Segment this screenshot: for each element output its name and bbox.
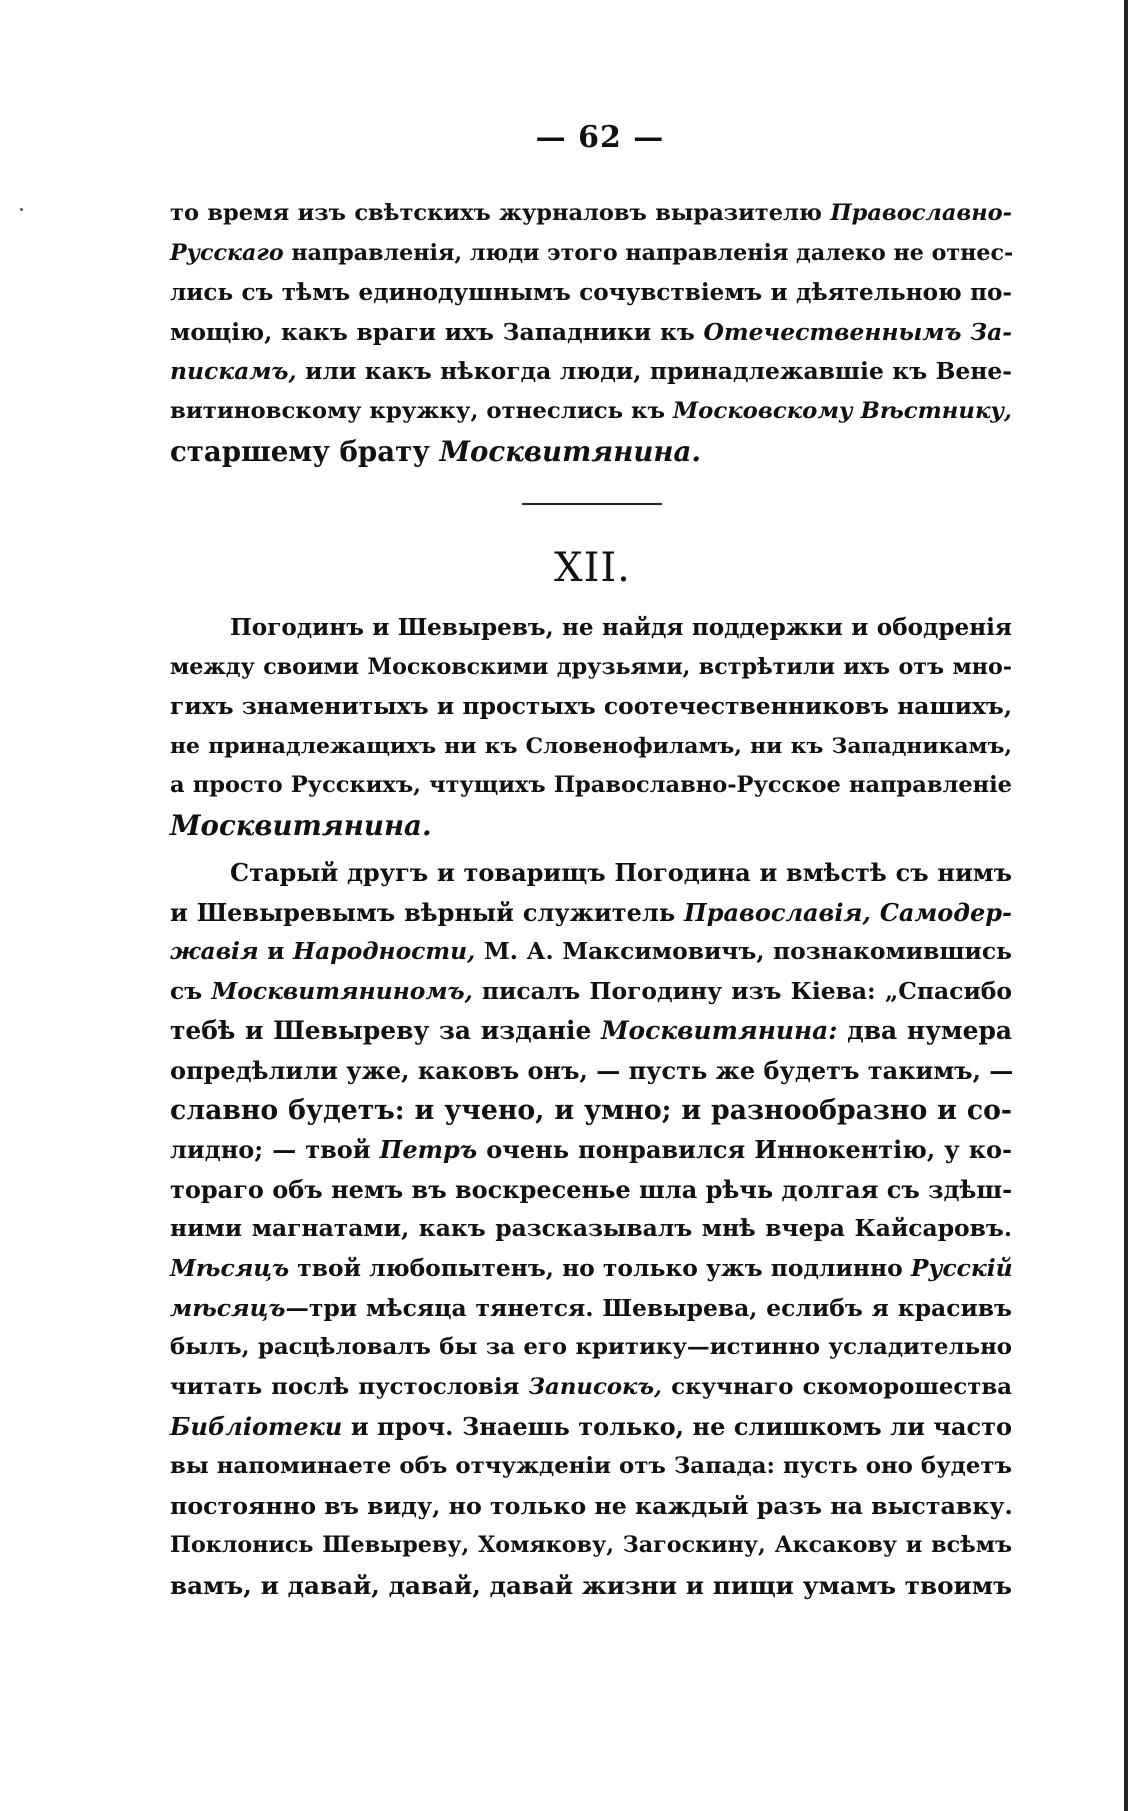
text-line: постоянно въ виду, но только не каждый разъ на выставку. (170, 1491, 1013, 1520)
text-line: опредѣлили уже, каковъ онъ, — пусть же будетъ такимъ, — (170, 1055, 1014, 1085)
text-line: и Шевыревымъ вѣрный служитель Православія, Самодер- (170, 897, 1013, 927)
text-line: Мѣсяцъ твой любопытенъ, но только ужъ подлинно Русскій (170, 1253, 1013, 1282)
page-number: — 62 — (535, 120, 665, 155)
paragraph (170, 608, 1012, 846)
text-line: славно будетъ: и учено, и умно; и разнообразно и со- (170, 1094, 1012, 1126)
text-line: гихъ знаменитыхъ и простыхъ соотечественниковъ нашихъ, (170, 692, 1012, 721)
text-line: а просто Русскихъ, чтущихъ Православно-Русское направленіе (170, 772, 1012, 799)
text-line: то время изъ свѣтскихъ журналовъ выразителю Православно- (170, 200, 1012, 226)
text-line: витиновскому кружку, отнеслись къ Московскому Вѣстнику, (170, 397, 1012, 424)
text-line: Москвитянина. (170, 808, 432, 842)
text-line: вамъ, и давай, давай, давай жизни и пищи умамъ твоимъ (170, 1570, 1012, 1600)
text-line: былъ, расцѣловалъ бы за его критику—истинно усладительно (170, 1334, 1012, 1361)
text-line: тебѣ и Шевыреву за изданіе Москвитянина: два нумера (170, 1016, 1012, 1046)
text-line: Старый другъ и товарищъ Погодина и вмѣстѣ съ нимъ (230, 858, 1012, 887)
text-line: Библіотеки и проч. Знаешь только, не слишкомъ ли часто (170, 1412, 1012, 1442)
text-line: читать послѣ пустословія Записокъ, скучнаго скоморошества (170, 1373, 1013, 1400)
scan-edge-line (1124, 0, 1128, 1811)
text-line: ними магнатами, какъ разсказывалъ мнѣ вчера Кайсаровъ. (170, 1214, 1012, 1243)
text-line: Погодинъ и Шевыревъ, не найдя поддержки и ободренія (230, 614, 1012, 641)
text-line: пискамъ, или какъ нѣкогда люди, принадлежавшіе къ Вене- (170, 357, 1012, 386)
scan-speck (20, 208, 23, 211)
text-line: жавія и Народности, М. А. Максимовичъ, познакомившись (170, 937, 1012, 966)
text-line: съ Москвитяниномъ, писалъ Погодину изъ Кіева: „Спасибо (170, 976, 1012, 1005)
section-divider (522, 503, 662, 505)
paragraph-continuation (170, 194, 1012, 471)
text-line: Русскаго направленія, люди этого направленія далеко не отнес- (170, 239, 1014, 266)
chapter-heading: XII. (554, 545, 631, 591)
text-line: Поклонись Шевыреву, Хомякову, Загоскину, Аксакову и всѣмъ (170, 1532, 1012, 1559)
text-line: мѣсяцъ—три мѣсяца тянется. Шевырева, еслибъ я красивъ (170, 1293, 1012, 1322)
text-line: лись съ тѣмъ единодушнымъ сочувствіемъ и дѣятельною по- (170, 279, 1012, 307)
paragraph (170, 853, 1012, 1605)
text-line: старшему брату Москвитянина. (170, 434, 702, 468)
text-line: мощію, какъ враги ихъ Западники къ Отечественнымъ За- (170, 317, 1012, 346)
text-line: тораго объ немъ въ воскресенье шла рѣчь долгая съ здѣш- (170, 1174, 1013, 1204)
text-line: лидно; — твой Петръ очень понравился Иннокентію, у ко- (170, 1135, 1012, 1165)
text-line: вы напоминаете объ отчужденіи отъ Запада: пусть оно будетъ (170, 1452, 1012, 1479)
text-line: между своими Московскими друзьями, встрѣтили ихъ отъ мно- (170, 653, 1012, 680)
text-line: не принадлежащихъ ни къ Словенофиламъ, ни къ Западникамъ, (170, 732, 1012, 759)
